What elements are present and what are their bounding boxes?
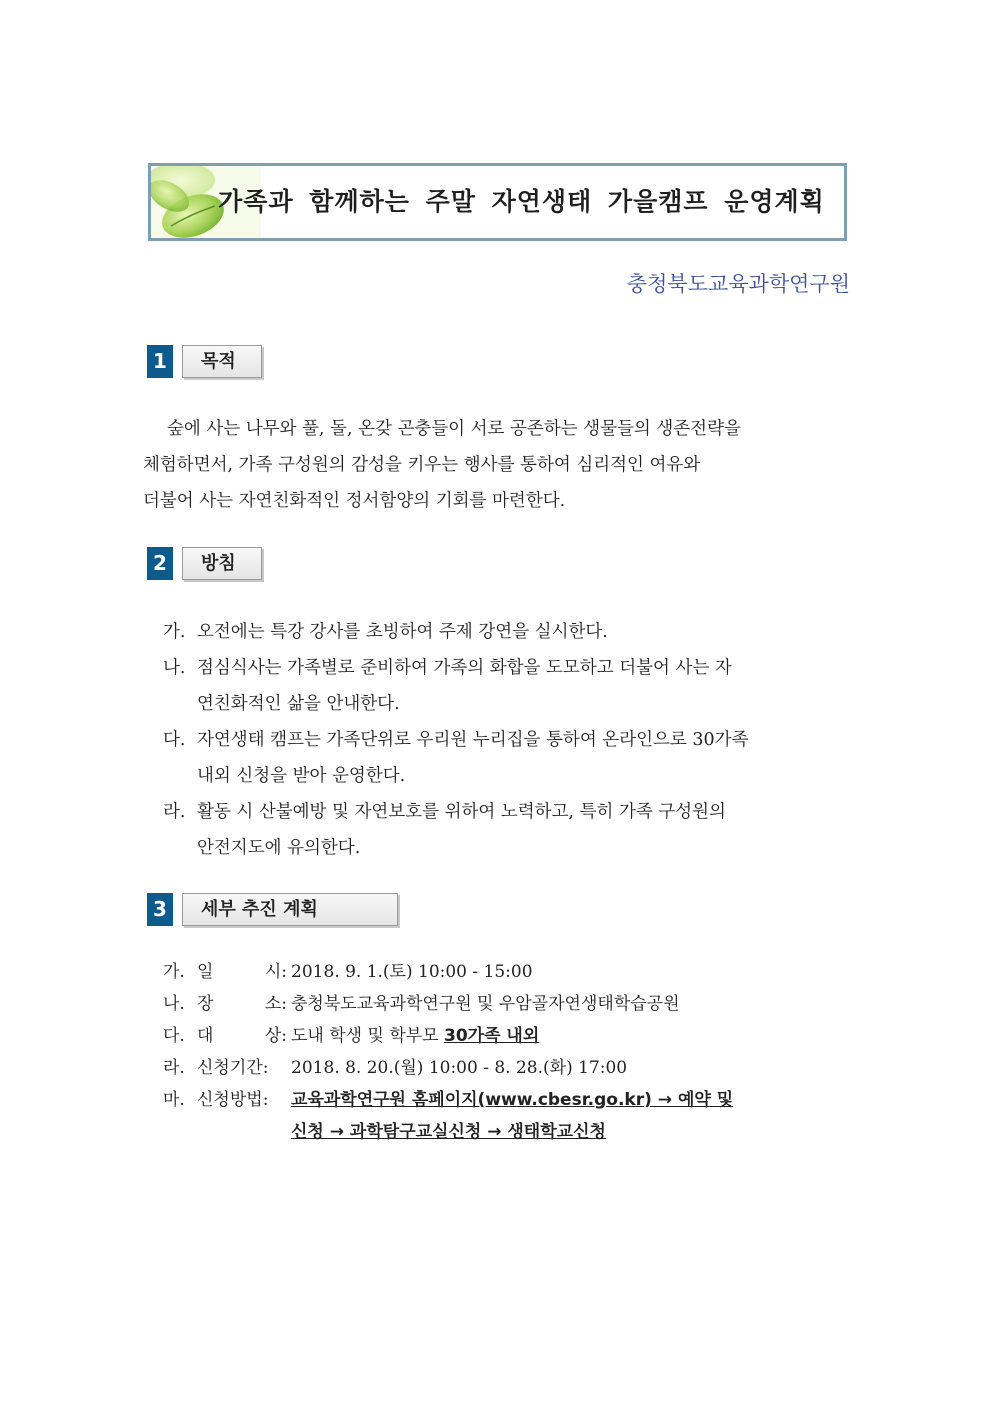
detail-row-target xyxy=(163,1020,853,1052)
detail-label: 신청방법: xyxy=(197,1090,269,1110)
item-marker: 다. xyxy=(163,730,186,750)
policy-item xyxy=(163,722,851,794)
purpose-line: 체험하면서, 가족 구성원의 감성을 키우는 행사를 통하여 심리적인 여유와 xyxy=(143,455,701,475)
detail-label: 신청기간: xyxy=(197,1058,269,1078)
purpose-line: 숲에 사는 나무와 풀, 돌, 온갖 곤충들이 서로 공존하는 생물들의 생존전략을 xyxy=(167,419,741,439)
detail-value: 2018. 8. 20.(월) 10:00 - 8. 28.(화) 17:00 xyxy=(291,1058,628,1078)
policy-item xyxy=(163,614,851,650)
policy-item xyxy=(163,794,851,866)
section-label: 방침 xyxy=(182,547,262,580)
section-2-heading xyxy=(147,547,267,580)
section-label: 세부 추진 계획 xyxy=(182,893,398,926)
detail-value: 충청북도교육과학연구원 및 우암골자연생태학습공원 xyxy=(291,994,680,1014)
policy-item xyxy=(163,650,851,722)
detail-value: 교육과학연구원 홈페이지(www.cbesr.go.kr) → 예약 및 xyxy=(291,1090,734,1110)
detail-value: 2018. 9. 1.(토) 10:00 - 15:00 xyxy=(291,962,533,982)
section-label: 목적 xyxy=(182,345,262,378)
policy-list xyxy=(163,614,851,866)
target-value-emphasis: 30가족 내외 xyxy=(444,1026,540,1046)
item-marker: 다. xyxy=(163,1026,185,1046)
detail-row-method xyxy=(163,1084,853,1116)
detail-label xyxy=(197,956,287,988)
item-marker: 나. xyxy=(163,994,185,1014)
item-marker: 가. xyxy=(163,962,185,982)
detail-label xyxy=(197,1020,287,1052)
organization-name: 충청북도교육과학연구원 xyxy=(626,272,850,296)
item-marker: 라. xyxy=(163,802,186,822)
label-char: 소: xyxy=(264,994,287,1014)
detail-row-place xyxy=(163,988,853,1020)
purpose-line: 더불어 사는 자연친화적인 정서함양의 기회를 마련한다. xyxy=(143,491,566,511)
detail-row-date xyxy=(163,956,853,988)
target-value-text: 도내 학생 및 학부모 xyxy=(291,1026,444,1046)
item-text: 점심식사는 가족별로 준비하여 가족의 화합을 도모하고 더불어 사는 자 xyxy=(197,658,732,678)
item-marker: 가. xyxy=(163,622,186,642)
item-marker: 마. xyxy=(163,1090,185,1110)
section-number: 2 xyxy=(147,547,173,580)
detail-value xyxy=(291,1020,539,1052)
item-text: 활동 시 산불예방 및 자연보호를 위하여 노력하고, 특히 가족 구성원의 xyxy=(197,802,726,822)
label-char: 장 xyxy=(197,994,214,1014)
purpose-paragraph xyxy=(143,411,851,519)
item-text: 안전지도에 유의한다. xyxy=(197,838,361,858)
document-title: 가족과 함께하는 주말 자연생태 가을캠프 운영계획 xyxy=(218,187,825,216)
item-text: 자연생태 캠프는 가족단위로 우리원 누리집을 통하여 온라인으로 30가족 xyxy=(197,730,749,750)
item-text: 내외 신청을 받아 운영한다. xyxy=(197,766,406,786)
label-char: 시: xyxy=(264,962,287,982)
section-3-heading xyxy=(147,893,407,926)
detail-value: 신청 → 과학탐구교실신청 → 생태학교신청 xyxy=(291,1122,606,1142)
label-char: 상: xyxy=(264,1026,287,1046)
details-list xyxy=(163,956,853,1148)
item-marker: 라. xyxy=(163,1058,185,1078)
label-char: 대 xyxy=(197,1026,214,1046)
document-title-box xyxy=(148,163,847,241)
label-char: 일 xyxy=(197,962,214,982)
detail-row-method-cont xyxy=(163,1116,853,1148)
item-text: 오전에는 특강 강사를 초빙하여 주제 강연을 실시한다. xyxy=(197,622,608,642)
section-number: 3 xyxy=(147,893,173,926)
section-1-heading xyxy=(147,345,267,378)
detail-row-period xyxy=(163,1052,853,1084)
section-number: 1 xyxy=(147,345,173,378)
item-marker: 나. xyxy=(163,658,186,678)
detail-label xyxy=(197,988,287,1020)
item-text: 연친화적인 삶을 안내한다. xyxy=(197,694,400,714)
